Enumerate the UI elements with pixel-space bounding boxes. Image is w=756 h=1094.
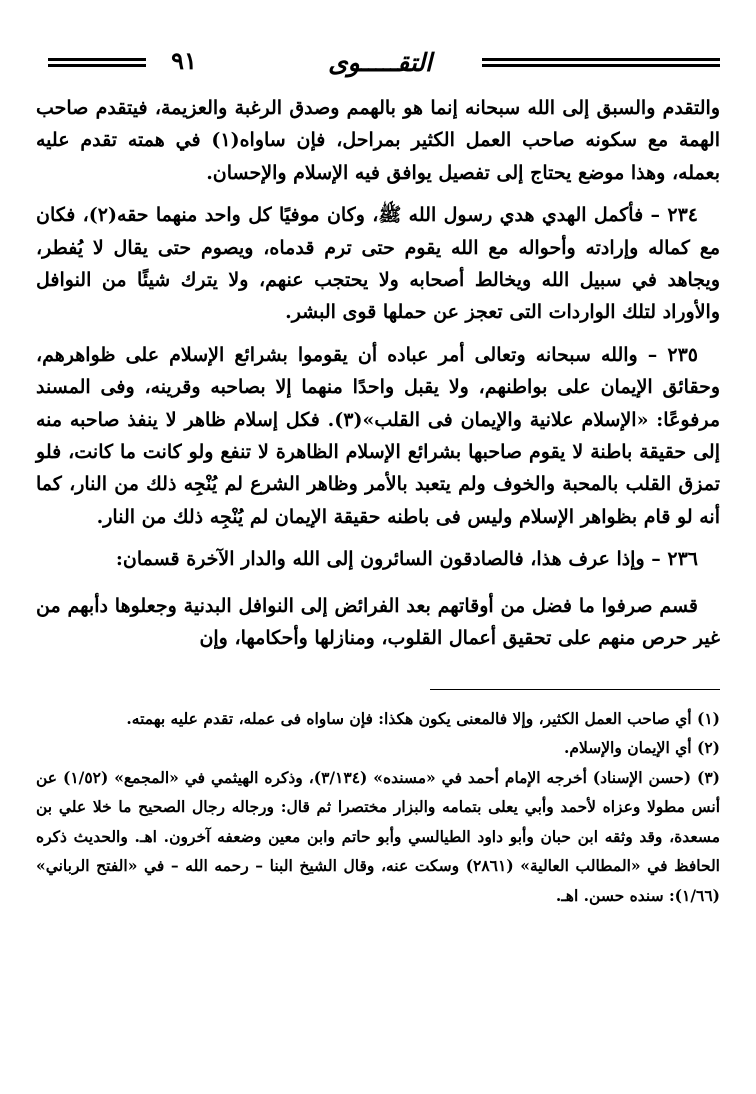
page-number: ٩١ — [171, 46, 197, 75]
footnote-divider — [430, 689, 720, 690]
paragraph-235: ٢٣٥ – والله سبحانه وتعالى أمر عباده أن يقوموا بشرائع الإسلام على ظواهرهم، وحقائق الإيمان على بواطنهم، ولا يقبل واحدًا منهما إلا بصاحبه وقرينه، وفى المسند مرفوعًا: «الإسلام علانية والإيمان فى القلب»(٣). فكل إسلام ظاهر لا ينفذ صاحبه منه إلى حقيقة باطنة لا يقوم صاحبها بشرائع الإسلام الظاهرة لا تنفع ولو كانت ما كانت، فلو تمزق القلب بالمحبة والخوف ولم يتعبد بالأمر وظاهر الشرع لم يُنْجِه ذلك من النار، كما أنه لو قام بظواهر الإسلام وليس فى باطنه حقيقة الإيمان لم يُنْجِه ذلك من النار. — [36, 343, 720, 528]
footnote-1: (١) أي صاحب العمل الكثير، وإلا فالمعنى يكون هكذا: فإن ساواه فى عمله، تقدم عليه بهمته. — [126, 708, 720, 728]
paragraph-234: ٢٣٤ – فأكمل الهدي هدي رسول الله ﷺ، وكان موفيًا كل واحد منهما حقه(٢)، فكان مع كماله وإرادته وأحواله مع الله يقوم حتى ترم قدماه، ويصوم حتى يقال لا يُفطر، ويجاهد في سبيل الله ويخالط أصحابه ولا يحتجب عنهم، ولا يترك شيئًا من النوافل والأوراد لتلك الواردات التى تعجز عن حملها قوى البشر. — [36, 204, 720, 324]
page-header — [36, 40, 720, 90]
footnotes — [36, 704, 720, 911]
header-rule-left — [48, 58, 146, 67]
paragraph-continuation: والتقدم والسبق إلى الله سبحانه إنما هو بالهمم وصدق الرغبة والعزيمة، فيتقدم صاحب الهمة مع سكونه صاحب العمل الكثير بمراحل، فإن ساواه(١) في همته تقدم عليه بعمله، وهذا موضع يحتاج إلى تفصيل يوافق فيه الإسلام والإحسان. — [36, 97, 720, 184]
footnote-2: (٢) أي الإيمان والإسلام. — [563, 738, 720, 757]
main-text — [36, 92, 720, 655]
footnote-3: (٣) (حسن الإسناد) أخرجه الإمام أحمد في «مسنده» (٣/١٣٤)، وذكره الهيثمي في «المجمع» (١/٥٢) عن أنس مطولا وعزاه لأحمد وأبي يعلى بتمامه والبزار مختصرا ثم قال: ورجاله رجال الصحيح ما خلا علي بن مسعدة، وقد وثقه ابن حبان وأبو داود الطيالسي وأبو حاتم وابن معين وضعفه آخرون. اهـ. والحديث ذكره الحافظ في «المطالب العالية» (٢٨٦١) وسكت عنه، وقال الشيخ البنا – رحمه الله – في «الفتح الرباني» (١/٦٦): سنده حسن. اهـ. — [36, 767, 720, 905]
paragraph-first-group: قسم صرفوا ما فضل من أوقاتهم بعد الفرائض إلى النوافل البدنية وجعلوها دأبهم من غير حرص منهم على تحقيق أعمال القلوب، ومنازلها وأحكامها، وإن — [36, 594, 720, 650]
book-page — [36, 40, 720, 910]
header-rule-right — [482, 58, 720, 67]
paragraph-236: ٢٣٦ – وإذا عرف هذا، فالصادقون السائرون إلى الله والدار الآخرة قسمان: — [115, 548, 698, 571]
running-title: التقـــــوى — [328, 48, 432, 77]
